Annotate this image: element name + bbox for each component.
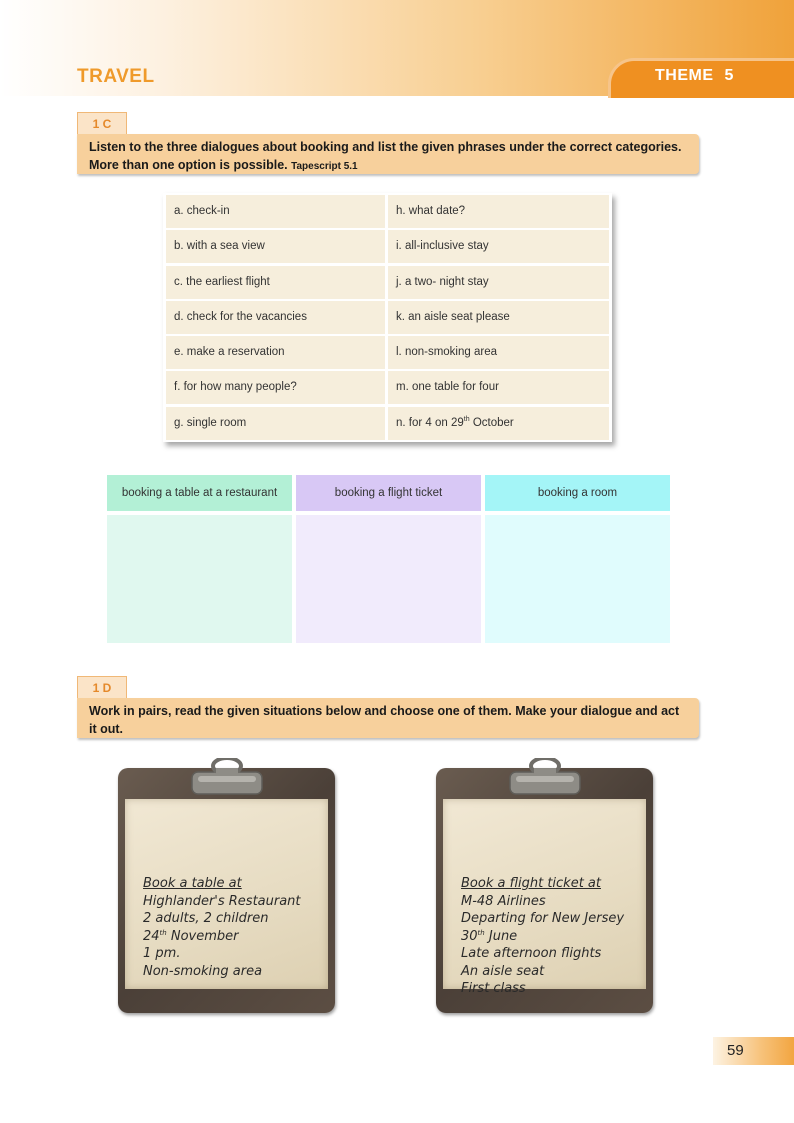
restaurant-note — [143, 875, 301, 980]
phrase-cell: k. an aisle seat please — [388, 301, 609, 334]
date-month: June — [484, 928, 518, 944]
phrase-cell: g. single room — [166, 407, 385, 440]
page-number: 59 — [727, 1042, 744, 1059]
tapescript-label: Tapescript 5.1 — [291, 161, 358, 172]
clipboard-restaurant — [118, 768, 335, 1013]
note-line: Late afternoon flights — [461, 946, 602, 961]
category-header-flight: booking a flight ticket — [296, 475, 481, 511]
note-line: Highlander's Restaurant — [143, 893, 301, 909]
phrase-n-before: n. for 4 on 29 — [396, 416, 464, 429]
category-answer-area-room[interactable] — [485, 515, 670, 643]
clipboard-paper — [125, 799, 328, 989]
flight-note — [461, 875, 624, 998]
phrase-cell-n — [388, 407, 609, 440]
date-suffix: th — [477, 928, 485, 937]
category-answer-area-restaurant[interactable] — [107, 515, 292, 643]
note-line: Departing for New Jersey — [461, 911, 625, 926]
page-number-band — [713, 1037, 794, 1065]
clipboard-paper — [443, 799, 646, 996]
note-heading: Book a flight ticket at — [461, 876, 601, 891]
phrase-cell: h. what date? — [388, 195, 609, 228]
phrase-cell: d. check for the vacancies — [166, 301, 385, 334]
note-line: 1 pm. — [143, 946, 181, 961]
note-line-date — [461, 928, 624, 946]
note-line: Non-smoking area — [143, 963, 263, 979]
phrase-n-sup: th — [463, 415, 470, 423]
note-line: 2 adults, 2 children — [143, 911, 269, 926]
phrase-cell: a. check-in — [166, 195, 385, 228]
note-line-date — [143, 928, 301, 946]
exercise-tag-1d: 1 D — [77, 676, 127, 698]
phrase-cell: j. a two- night stay — [388, 266, 609, 299]
phrase-cell: b. with a sea view — [166, 230, 385, 263]
note-line: M-48 Airlines — [461, 893, 546, 909]
note-heading: Book a table at — [143, 876, 242, 891]
instruction-text: Listen to the three dialogues about booking and list the given phrases under the correct categories. More than one option is possible. — [89, 140, 682, 172]
instruction-1d: Work in pairs, read the given situations below and choose one of them. Make your dialogue and act it out. — [77, 698, 699, 738]
phrase-cell: f. for how many people? — [166, 371, 385, 404]
date-month: November — [166, 928, 239, 944]
theme-label: THEME 5 — [655, 67, 734, 84]
metal-clip-icon — [506, 758, 584, 798]
date-day: 24 — [143, 928, 160, 944]
category-header-room: booking a room — [485, 475, 670, 511]
phrase-cell: e. make a reservation — [166, 336, 385, 369]
phrase-table — [163, 193, 612, 442]
page-section-title: TRAVEL — [77, 66, 155, 87]
date-suffix: th — [159, 928, 167, 937]
note-line: An aisle seat — [461, 963, 545, 979]
phrase-cell: i. all-inclusive stay — [388, 230, 609, 263]
phrase-cell: m. one table for four — [388, 371, 609, 404]
note-line: First class — [461, 981, 526, 996]
phrase-n-after: October — [469, 416, 514, 429]
metal-clip-icon — [188, 758, 266, 798]
phrase-cell: l. non-smoking area — [388, 336, 609, 369]
category-answer-area-flight[interactable] — [296, 515, 481, 643]
instruction-1c — [77, 134, 699, 174]
exercise-tag-1c: 1 C — [77, 112, 127, 134]
category-header-restaurant: booking a table at a restaurant — [107, 475, 292, 511]
date-day: 30 — [461, 928, 478, 944]
phrase-cell: c. the earliest flight — [166, 266, 385, 299]
clipboard-flight — [436, 768, 653, 1013]
